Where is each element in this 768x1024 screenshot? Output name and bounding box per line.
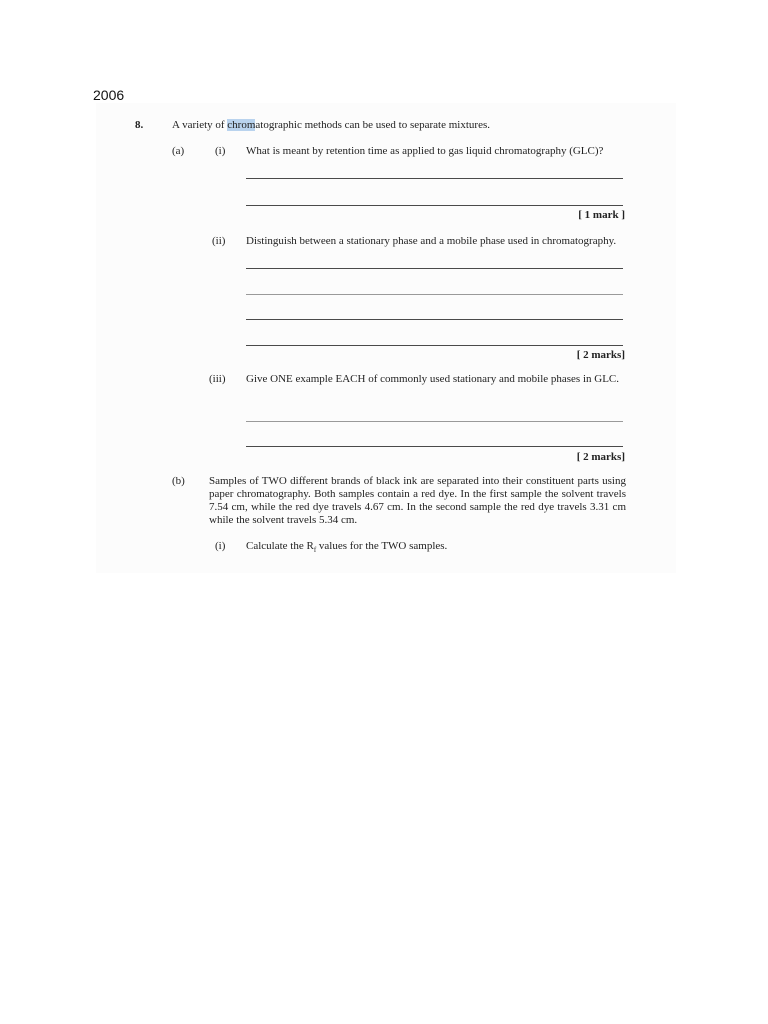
part-a-ii-label: (ii) (212, 235, 226, 247)
part-b-text: Samples of TWO different brands of black ink are separated into their constituent parts using paper chromatography. Both samples contain a red dye. In the first sample the solvent travels 7.54 cm, while the red dye travels 4.67 cm. In the second sample the red dye travels 3.31 cm while the solvent travels 5.34 cm. (209, 475, 626, 526)
part-a-iii-marks: [ 2 marks] (576, 451, 625, 463)
part-b-i-label: (i) (215, 540, 226, 552)
part-a-iii-text: Give ONE example EACH of commonly used stationary and mobile phases in GLC. (246, 373, 620, 385)
question-intro-pre: A variety of (172, 119, 228, 131)
answer-line (246, 205, 623, 206)
answer-line (246, 345, 623, 346)
year-label: 2006 (93, 87, 125, 103)
answer-line (246, 421, 623, 422)
part-b-i-text-post: values for the TWO samples. (316, 540, 448, 552)
answer-line (246, 178, 623, 179)
question-number: 8. (135, 119, 144, 131)
part-a-i-marks: [ 1 mark ] (578, 209, 625, 221)
part-a-ii-text: Distinguish between a stationary phase and a mobile phase used in chromatography. (246, 235, 617, 247)
part-b-i-text (246, 540, 447, 557)
answer-line (246, 446, 623, 447)
answer-line (246, 294, 623, 295)
part-b-i-text-pre: Calculate the R (246, 540, 314, 552)
part-a-i-label: (i) (215, 145, 226, 157)
answer-line (246, 319, 623, 320)
question-intro-post: atographic methods can be used to separate mixtures. (255, 119, 490, 131)
part-b-label: (b) (172, 475, 185, 487)
part-a-label: (a) (172, 145, 185, 157)
part-b-i-text-sub: f (313, 546, 317, 555)
part-a-ii-marks: [ 2 marks] (576, 349, 625, 361)
answer-line (246, 268, 623, 269)
part-a-iii-label: (iii) (209, 373, 226, 385)
highlighted-text: chrom (227, 119, 256, 131)
part-a-i-text: What is meant by retention time as applied to gas liquid chromatography (GLC)? (246, 145, 604, 157)
question-intro (172, 119, 490, 132)
